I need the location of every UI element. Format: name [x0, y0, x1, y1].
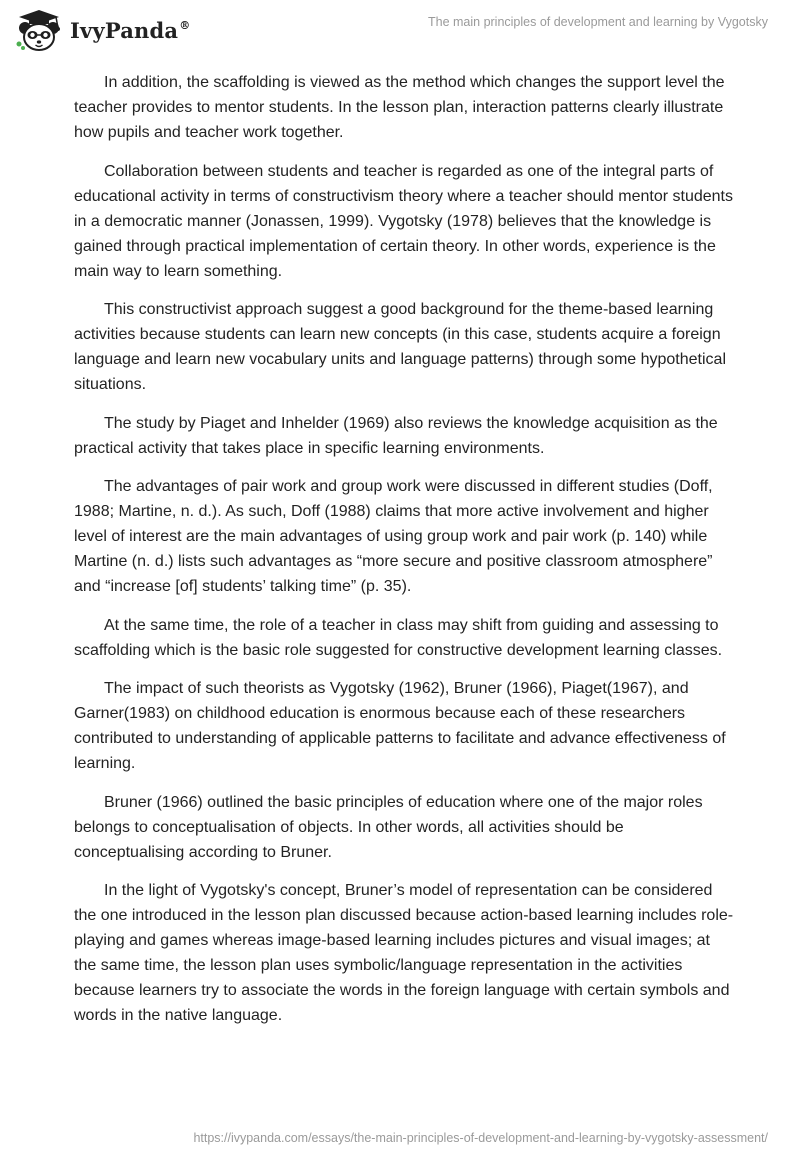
paragraph: In the light of Vygotsky's concept, Bruner’s model of representation can be considered the one introduced in the lesson plan discussed because action-based learning includes role-playing and games whereas image-based learning includes pictures and visual images; at the same time, the lesson plan uses symbolic/language representation in the activities because learners try to associate the words in the foreign language with certain symbols and words in the native language.	[74, 882, 734, 1024]
paragraph: The impact of such theorists as Vygotsky (1962), Bruner (1966), Piaget(1967), and Garner(1983) on childhood education is enormous because each of these researchers contributed to understanding of applicable patterns to facilitate and advance effectiveness of learning.	[74, 680, 726, 772]
paragraph: The advantages of pair work and group work were discussed in different studies (Doff, 1988; Martine, n. d.). As such, Doff (1988) claims that more active involvement and higher level of interest are the main advantages of using group work and pair work (p. 140) while Martine (n. d.) lists such advantages as “more secure and positive classroom atmosphere” and “increase [of] students’ talking time” (p. 35).	[74, 478, 713, 595]
paragraph: Collaboration between students and teacher is regarded as one of the integral parts of educational activity in terms of constructivism theory where a teacher should mentor students in a democratic manner (Jonassen, 1999). Vygotsky (1978) believes that the knowledge is gained through practical implementation of certain theory. In other words, experience is the main way to learn something.	[74, 162, 733, 280]
paragraph: This constructivist approach suggest a good background for the theme-based learning activities because students can learn new concepts (in this case, students acquire a foreign language and learn new vocabulary units and language patterns) through some hypothetical situations.	[74, 301, 726, 393]
document-title: The main principles of development and learning by Vygotsky	[427, 15, 768, 29]
brand-name: IvyPanda®	[70, 17, 191, 43]
paragraph: At the same time, the role of a teacher in class may shift from guiding and assessing to scaffolding which is the basic role suggested for constructive development learning classes.	[74, 616, 723, 659]
brand-logo[interactable]	[14, 8, 190, 52]
paragraph: The study by Piaget and Inhelder (1969) also reviews the knowledge acquisition as the practical activity that takes place in specific learning environments.	[74, 414, 718, 457]
essay-body	[74, 70, 734, 1042]
source-url[interactable]: https://ivypanda.com/essays/the-main-principles-of-development-and-learning-by-vygotsky-assessment/	[193, 1131, 768, 1145]
page-header	[0, 0, 800, 60]
registered-mark: ®	[179, 18, 191, 32]
panda-logo-icon	[14, 8, 64, 52]
paragraph: Bruner (1966) outlined the basic principles of education where one of the major roles belongs to conceptualisation of objects. In other words, all activities should be conceptualising according to Bruner.	[74, 793, 703, 861]
paragraph: In addition, the scaffolding is viewed as the method which changes the support level the teacher provides to mentor students. In the lesson plan, interaction patterns clearly illustrate how pupils and teacher work together.	[74, 74, 725, 141]
